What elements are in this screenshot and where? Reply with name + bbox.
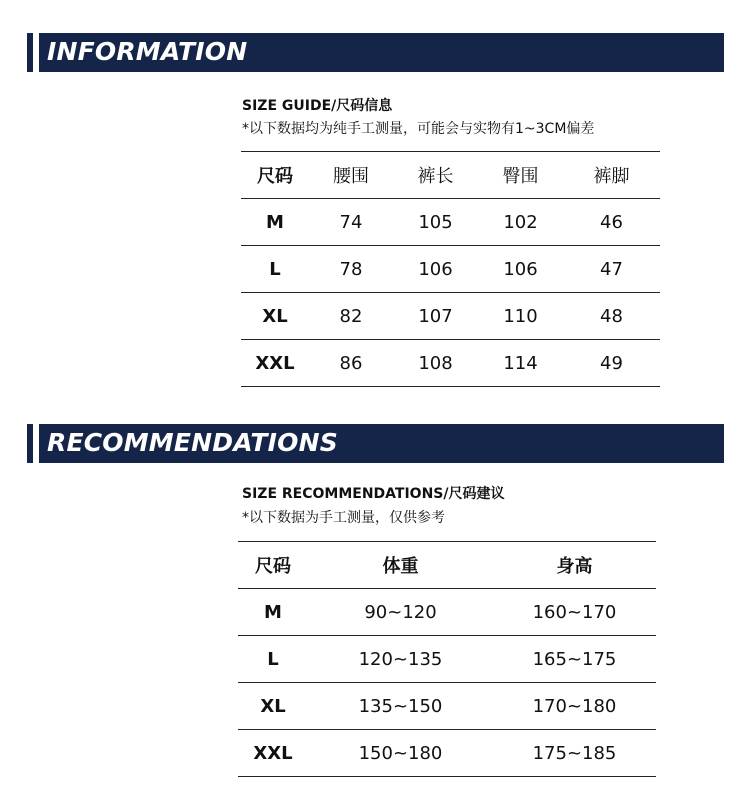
cell-hip: 106: [478, 246, 563, 293]
cell-hem: 46: [563, 199, 660, 246]
header-size: 尺码: [241, 152, 309, 199]
header-weight: 体重: [308, 542, 493, 589]
size-guide-note: *以下数据均为纯手工测量，可能会与实物有1~3CM偏差: [242, 121, 595, 137]
cell-height: 160~170: [493, 589, 656, 636]
cell-size: M: [238, 589, 308, 636]
cell-hip: 114: [478, 340, 563, 387]
cell-size: L: [238, 636, 308, 683]
cell-waist: 78: [309, 246, 393, 293]
cell-hip: 102: [478, 199, 563, 246]
cell-size: XL: [241, 293, 309, 340]
size-guide-title: SIZE GUIDE/尺码信息: [242, 98, 393, 114]
header-length: 裤长: [393, 152, 478, 199]
cell-waist: 82: [309, 293, 393, 340]
cell-height: 175~185: [493, 730, 656, 777]
table-row: [241, 246, 660, 293]
cell-size: XL: [238, 683, 308, 730]
size-recommendations-note: *以下数据为手工测量，仅供参考: [242, 510, 445, 526]
cell-length: 108: [393, 340, 478, 387]
table-row: [238, 589, 656, 636]
table-header-row: [238, 542, 656, 589]
header-size: 尺码: [238, 542, 308, 589]
banner-title: RECOMMENDATIONS: [47, 428, 338, 457]
cell-length: 105: [393, 199, 478, 246]
cell-weight: 90~120: [308, 589, 493, 636]
cell-length: 107: [393, 293, 478, 340]
cell-length: 106: [393, 246, 478, 293]
header-height: 身高: [493, 542, 656, 589]
table-row: [238, 636, 656, 683]
cell-size: XXL: [241, 340, 309, 387]
table-row: [238, 683, 656, 730]
header-hem: 裤脚: [563, 152, 660, 199]
cell-hip: 110: [478, 293, 563, 340]
cell-height: 170~180: [493, 683, 656, 730]
cell-size: M: [241, 199, 309, 246]
table-row: [238, 730, 656, 777]
information-banner: [27, 33, 724, 72]
cell-weight: 120~135: [308, 636, 493, 683]
cell-waist: 86: [309, 340, 393, 387]
table-header-row: [241, 152, 660, 199]
banner-accent: [27, 424, 33, 463]
banner-title: INFORMATION: [47, 37, 248, 66]
cell-weight: 150~180: [308, 730, 493, 777]
table-row: [241, 199, 660, 246]
cell-hem: 48: [563, 293, 660, 340]
cell-height: 165~175: [493, 636, 656, 683]
table-row: [241, 340, 660, 387]
table-row: [241, 293, 660, 340]
cell-hem: 47: [563, 246, 660, 293]
cell-waist: 74: [309, 199, 393, 246]
size-recommendations-table: [238, 541, 656, 777]
cell-size: XXL: [238, 730, 308, 777]
header-hip: 臀围: [478, 152, 563, 199]
banner-accent: [27, 33, 33, 72]
banner-bar: [39, 424, 724, 463]
banner-bar: [39, 33, 724, 72]
cell-size: L: [241, 246, 309, 293]
size-recommendations-title: SIZE RECOMMENDATIONS/尺码建议: [242, 486, 505, 502]
cell-weight: 135~150: [308, 683, 493, 730]
header-waist: 腰围: [309, 152, 393, 199]
size-guide-table: [241, 151, 660, 387]
recommendations-banner: [27, 424, 724, 463]
cell-hem: 49: [563, 340, 660, 387]
